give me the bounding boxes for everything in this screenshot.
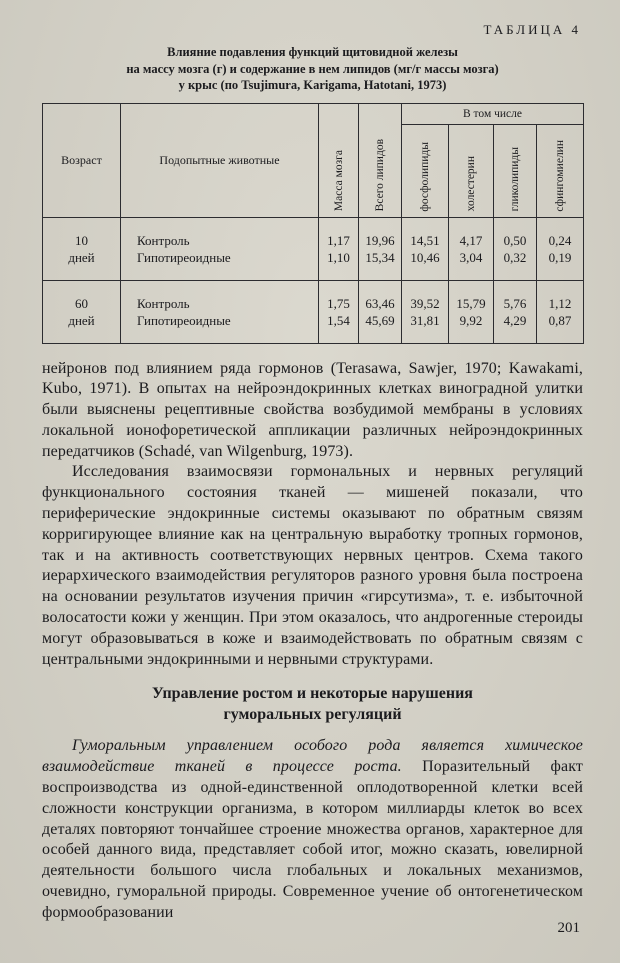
- vertical-label: сфингомиелин: [554, 139, 566, 212]
- cell-line: 1,54: [327, 312, 350, 328]
- cell-line: 0,19: [548, 249, 572, 265]
- cell-line: 1,10: [327, 249, 350, 265]
- section-heading: [42, 683, 583, 725]
- cell-line: дней: [68, 312, 95, 328]
- cell-line: 45,69: [365, 312, 395, 328]
- cell-total-lipids: [359, 280, 402, 343]
- cell-age: [43, 217, 121, 280]
- cell-sphingomyelin: [537, 217, 584, 280]
- cell-animals: [121, 217, 319, 280]
- cell-cholesterol: [449, 217, 494, 280]
- cell-phospholipids: [402, 217, 449, 280]
- cell-line: дней: [68, 249, 95, 265]
- cell-line: 1,12: [548, 295, 572, 311]
- cell-line: 14,51: [410, 232, 440, 248]
- cell-line: 1,17: [327, 232, 350, 248]
- cell-line: 4,17: [459, 232, 483, 248]
- cell-line: 19,96: [365, 232, 395, 248]
- table-row-60-days: [43, 280, 584, 343]
- paragraph: Исследования взаимосвязи гормональных и нервных регуляций функционального состояния тканей — мишеней показали, что периферические эндокринные системы оказывают по обратным связям корригирующее влияние как на центральную выработку тропных гормонов, так и на активность соответствующих нервных центров. Схема такого иерархического взаимодействия регуляторов разного уровня была построена на основании результатов изучения причин «гирсутизма», т. е. избыточной волосатости кожи у женщин. При этом оказалось, что андрогенные стероиды могут образовываться в коже и взаимодействовать по обратным связям с центральными эндокринными и нервными структурами.: [42, 463, 583, 668]
- page-number: 201: [557, 920, 580, 936]
- paragraph-continuation: нейронов под влиянием ряда гормонов (Terasawa, Sawjer, 1970; Kawakami, Kubo, 1971). В опытах на нейроэндокринных клетках виноградной улитки были выяснены рецептивные свойства возбудимой мембраны в условиях локальной ионофоретической аппликации различных нейроэндокринных передатчиков (Schadé, van Wilgenburg, 1973).: [42, 359, 583, 460]
- cell-line: 39,52: [410, 295, 440, 311]
- vertical-label: Масса мозга: [332, 150, 345, 212]
- header-total-lipids: [359, 103, 402, 217]
- header-animals: Подопытные животные: [121, 103, 319, 217]
- cell-glycolipids: [494, 217, 537, 280]
- cell-line: Гипотиреоидные: [137, 312, 231, 328]
- table-title-line: на массу мозга (г) и содержание в нем липидов (мг/г массы мозга): [126, 61, 499, 76]
- cell-age: [43, 280, 121, 343]
- header-brain-mass: [319, 103, 359, 217]
- header-cholesterol: [449, 124, 494, 217]
- cell-brain-mass: [319, 217, 359, 280]
- data-table: [42, 103, 584, 344]
- cell-line: 15,79: [456, 295, 486, 311]
- vertical-label: Всего липидов: [374, 139, 386, 212]
- cell-cholesterol: [449, 280, 494, 343]
- section-heading-line: гуморальных регуляций: [223, 706, 402, 724]
- cell-line: 4,29: [503, 312, 527, 328]
- cell-line: 10,46: [410, 249, 440, 265]
- vertical-label: фосфолипиды: [419, 141, 431, 212]
- body-text: [42, 359, 583, 924]
- cell-line: Контроль: [137, 232, 190, 248]
- header-including: В том числе: [402, 103, 584, 124]
- header-age: Возраст: [43, 103, 121, 217]
- cell-line: 3,04: [459, 249, 483, 265]
- vertical-label: гликолипиды: [509, 147, 521, 212]
- cell-phospholipids: [402, 280, 449, 343]
- cell-line: 63,46: [365, 295, 395, 311]
- table-title-line: Влияние подавления функций щитовидной железы: [167, 45, 458, 59]
- cell-sphingomyelin: [537, 280, 584, 343]
- cell-line: 1,75: [327, 295, 350, 311]
- cell-animals: [121, 280, 319, 343]
- cell-line: 10: [75, 232, 88, 248]
- table-title: [42, 44, 583, 94]
- cell-line: 5,76: [503, 295, 527, 311]
- paragraph-rest: Поразительный факт воспроизводства из одной-единственной оплодотворенной клетки всей сложности конструкции организма, в котором миллиарды клеток во всех деталях повторяют тончайшее строение множества органов, характерное для особей данного вида, представляет собой итог, можно сказать, ювелирной деятельности большого числа глобальных и локальных механизмов, очевидно, гуморальной природы. Современное учение об онтогенетическом формообразовании: [42, 758, 583, 921]
- cell-line: 0,87: [548, 312, 572, 328]
- vertical-label: холестерин: [465, 156, 477, 212]
- paragraph: [42, 736, 583, 923]
- cell-line: Гипотиреоидные: [137, 249, 231, 265]
- header-sphingomyelin: [537, 124, 584, 217]
- cell-line: 31,81: [410, 312, 440, 328]
- cell-line: 0,50: [503, 232, 527, 248]
- cell-line: 0,32: [503, 249, 527, 265]
- cell-line: 15,34: [365, 249, 395, 265]
- cell-line: 0,24: [548, 232, 572, 248]
- table-title-line: у крыс (по Tsujimura, Karigama, Hatotani, 1973): [178, 78, 447, 92]
- cell-total-lipids: [359, 217, 402, 280]
- header-phospholipids: [402, 124, 449, 217]
- cell-glycolipids: [494, 280, 537, 343]
- cell-line: Контроль: [137, 295, 190, 311]
- header-row-top: [43, 103, 584, 124]
- section-heading-line: Управление ростом и некоторые нарушения: [152, 685, 473, 703]
- paragraph-italic-lead: Гуморальным управлением особого рода является химическое взаимодействие тканей в процессе роста.: [42, 737, 583, 776]
- cell-brain-mass: [319, 280, 359, 343]
- cell-line: 60: [75, 295, 88, 311]
- header-glycolipids: [494, 124, 537, 217]
- table-number-label: ТАБЛИЦА 4: [483, 22, 581, 37]
- cell-line: 9,92: [459, 312, 483, 328]
- table-row-10-days: [43, 217, 584, 280]
